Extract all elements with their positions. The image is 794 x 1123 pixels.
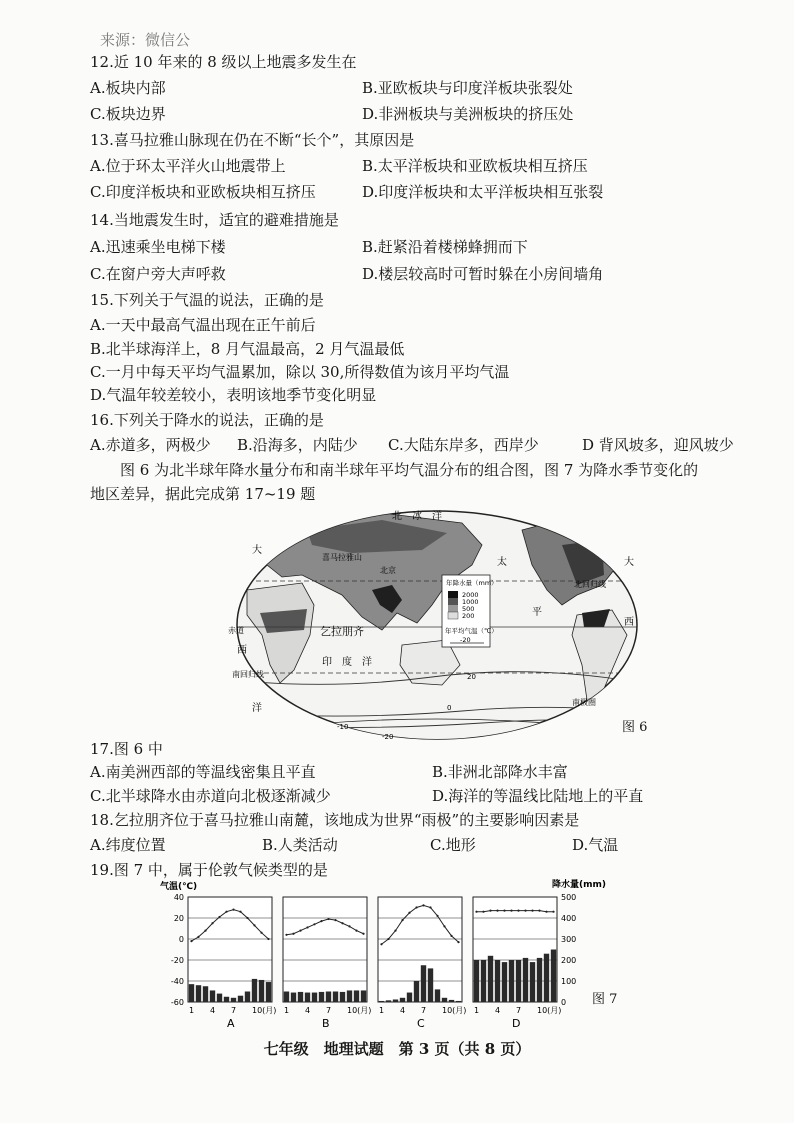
question-15-stem: 15.下列关于气温的说法，正确的是: [90, 291, 324, 309]
label-arctic-ocean: 北 冰 洋: [392, 511, 442, 522]
legend-val-500: 500: [462, 605, 475, 613]
month-tick-label: 10(月): [252, 1006, 277, 1015]
q17-option-a: A.南美洲西部的等温线密集且平直: [90, 763, 316, 781]
temperature-point: [408, 912, 410, 914]
label-indian-ocean: 印 度 洋: [322, 657, 372, 668]
q17-option-c: C.北半球降水由赤道向北极逐渐减少: [90, 787, 331, 805]
temperature-point: [341, 922, 343, 924]
label-pacific-da: 大: [624, 557, 634, 568]
temperature-point: [246, 917, 248, 919]
right-tick-label: 400: [561, 914, 577, 923]
month-tick-label: 7: [231, 1006, 237, 1015]
precip-bar: [326, 992, 331, 1003]
q12-option-d: D.非洲板块与美洲板块的挤压处: [362, 105, 574, 123]
legend-title: 年降水量（mm）: [446, 579, 498, 587]
temperature-point: [510, 910, 512, 912]
precip-bar: [414, 981, 419, 1002]
precip-bar: [530, 962, 535, 1002]
precip-bar: [361, 990, 366, 1002]
header-fragment: 来源：微信公: [100, 31, 191, 49]
legend-val-1000: 1000: [462, 598, 479, 606]
precip-bar: [379, 1001, 384, 1002]
precip-bar: [245, 992, 250, 1003]
q16-option-b: B.沿海多，内陆少: [237, 436, 358, 454]
month-tick-label: 7: [326, 1006, 332, 1015]
precip-bar: [210, 990, 215, 1002]
month-tick-label: 1: [474, 1006, 480, 1015]
label-himalaya: 喜马拉雅山: [322, 553, 362, 562]
temperature-point: [552, 911, 554, 913]
temperature-point: [348, 925, 350, 927]
precip-bar: [252, 979, 257, 1002]
legend-val-2000: 2000: [462, 591, 479, 599]
temperature-point: [197, 936, 199, 938]
label-atlantic-da: 大: [252, 545, 262, 556]
month-tick-label: 10(月): [537, 1006, 562, 1015]
precip-bar: [196, 985, 201, 1002]
label-pacific-tai: 太: [497, 557, 507, 568]
precip-bar: [474, 960, 479, 1002]
isotherm-label-20: 20: [467, 673, 476, 681]
climate-chart-frame: [283, 897, 367, 1002]
month-tick-label: 1: [284, 1006, 290, 1015]
figure-7-climate-charts: [160, 877, 640, 1037]
q15-option-c: C.一月中每天平均气温累加，除以 30,所得数值为该月平均气温: [90, 363, 510, 381]
legend-val-200: 200: [462, 612, 475, 620]
precip-bar: [231, 998, 236, 1002]
month-tick-label: 4: [305, 1006, 311, 1015]
climate-chart-label: B: [322, 1017, 330, 1030]
q18-option-a: A.纬度位置: [90, 836, 166, 854]
temperature-point: [306, 926, 308, 928]
precip-bar: [217, 994, 222, 1002]
temperature-point: [299, 930, 301, 932]
temperature-point: [538, 910, 540, 912]
precip-bar: [509, 960, 514, 1002]
question-18-stem: 18.乞拉朋齐位于喜马拉雅山南麓，该地成为世界“雨极”的主要影响因素是: [90, 811, 580, 829]
temperature-point: [394, 930, 396, 932]
temperature-point: [285, 934, 287, 936]
precip-bar: [319, 992, 324, 1002]
q15-option-b: B.北半球海洋上，8 月气温最高，2 月气温最低: [90, 340, 405, 358]
temperature-point: [260, 932, 262, 934]
right-tick-label: 0: [561, 998, 567, 1007]
label-cherrapunji: 乞拉朋齐: [320, 625, 364, 638]
temperature-point: [327, 918, 329, 920]
precip-bar: [224, 997, 229, 1002]
temperature-point: [517, 910, 519, 912]
temperature-point: [362, 933, 364, 935]
label-equator: 赤道: [228, 626, 244, 635]
month-tick-label: 4: [495, 1006, 501, 1015]
precip-bar: [203, 986, 208, 1002]
q12-option-a: A.板块内部: [90, 79, 166, 97]
page-footer: 七年级 地理试题 第 3 页（共 8 页）: [263, 1040, 531, 1058]
temperature-point: [292, 933, 294, 935]
isotherm-label-0: 0: [447, 704, 452, 712]
temperature-point: [401, 919, 403, 921]
intro-line-1: 图 6 为北半球年降水量分布和南半球年平均气温分布的组合图，图 7 为降水季节变化的: [120, 461, 699, 479]
temperature-point: [267, 938, 269, 940]
label-tropic-south: 南回归线: [232, 670, 264, 679]
right-axis-title: 降水量(mm): [552, 880, 606, 890]
precip-bar: [523, 958, 528, 1002]
precip-bar: [481, 960, 486, 1002]
temperature-point: [482, 911, 484, 913]
left-tick-label: 20: [173, 914, 184, 923]
temperature-point: [313, 923, 315, 925]
temperature-point: [545, 911, 547, 913]
precip-bar: [347, 990, 352, 1002]
precip-bar: [495, 960, 500, 1002]
precip-bar: [259, 980, 264, 1002]
q18-option-b: B.人类活动: [262, 836, 338, 854]
temperature-point: [239, 911, 241, 913]
temperature-point: [524, 910, 526, 912]
q14-option-b: B.赶紧沿着楼梯蜂拥而下: [362, 238, 528, 256]
q18-option-d: D.气温: [572, 836, 619, 854]
q16-option-d: D 背风坡多，迎风坡少: [582, 436, 734, 454]
precip-bar: [421, 965, 426, 1002]
precip-bar: [400, 998, 405, 1002]
temperature-point: [218, 916, 220, 918]
precip-bar: [442, 998, 447, 1002]
month-tick-label: 4: [400, 1006, 406, 1015]
month-tick-label: 4: [210, 1006, 216, 1015]
precip-bar: [537, 958, 542, 1002]
temperature-point: [489, 910, 491, 912]
precip-bar: [305, 993, 310, 1002]
precip-bar: [386, 1000, 391, 1002]
figure-7-caption: 图 7: [592, 992, 618, 1007]
question-12-stem: 12.近 10 年来的 8 级以上地震多发生在: [90, 53, 357, 71]
precip-bar: [291, 993, 296, 1002]
temperature-point: [436, 915, 438, 917]
temperature-point: [475, 911, 477, 913]
temperature-point: [496, 910, 498, 912]
temperature-point: [429, 906, 431, 908]
figure-6-caption: 图 6: [622, 720, 648, 735]
climate-chart-label: A: [227, 1017, 235, 1030]
temperature-point: [387, 938, 389, 940]
precip-bar: [516, 960, 521, 1002]
label-beijing: 北京: [380, 566, 396, 575]
question-19-stem: 19.图 7 中，属于伦敦气候类型的是: [90, 861, 328, 879]
question-17-stem: 17.图 6 中: [90, 740, 163, 758]
left-tick-label: -20: [170, 956, 184, 965]
label-tropic-north: 北回归线: [574, 580, 606, 589]
temperature-point: [334, 919, 336, 921]
precip-bar: [312, 993, 317, 1002]
antarctica-landmass: [232, 719, 642, 745]
precip-bar: [340, 992, 345, 1002]
temperature-point: [232, 909, 234, 911]
precip-bar: [266, 982, 271, 1002]
isotherm-label-minus10: -10: [337, 723, 349, 731]
q17-option-b: B.非洲北部降水丰富: [432, 763, 568, 781]
precip-bar: [449, 1000, 454, 1002]
question-16-stem: 16.下列关于降水的说法，正确的是: [90, 411, 324, 429]
label-west-xi: 西: [237, 645, 247, 656]
legend-temp-val: -20: [460, 636, 471, 644]
month-tick-label: 10(月): [347, 1006, 372, 1015]
right-tick-label: 500: [561, 893, 577, 902]
q13-option-d: D.印度洋板块和太平洋板块相互张裂: [362, 183, 604, 201]
q14-option-c: C.在窗户旁大声呼救: [90, 265, 226, 283]
legend-temp-title: 年平均气温（℃）: [445, 627, 498, 635]
left-tick-label: 0: [178, 935, 184, 944]
right-tick-label: 300: [561, 935, 577, 944]
q13-option-c: C.印度洋板块和亚欧板块相互挤压: [90, 183, 316, 201]
month-tick-label: 7: [516, 1006, 522, 1015]
q15-option-d: D.气温年较差较小，表明该地季节变化明显: [90, 386, 377, 404]
precip-bar: [354, 990, 359, 1002]
precip-bar: [407, 993, 412, 1002]
question-13-stem: 13.喜马拉雅山脉现在仍在不断“长个”，其原因是: [90, 131, 415, 149]
precip-bar: [456, 1001, 461, 1002]
temperature-point: [211, 922, 213, 924]
temperature-point: [457, 941, 459, 943]
q17-option-d: D.海洋的等温线比陆地上的平直: [432, 787, 644, 805]
label-pacific-ping: 平: [532, 607, 542, 618]
q13-option-a: A.位于环太平洋火山地震带上: [90, 157, 286, 175]
q13-option-b: B.太平洋板块和亚欧板块相互挤压: [362, 157, 588, 175]
q12-option-c: C.板块边界: [90, 105, 166, 123]
temperature-point: [450, 935, 452, 937]
precip-bar: [393, 999, 398, 1002]
label-atlantic-xi: 西: [624, 617, 634, 628]
temperature-point: [380, 943, 382, 945]
month-tick-label: 1: [189, 1006, 195, 1015]
temperature-point: [253, 924, 255, 926]
q14-option-a: A.迅速乘坐电梯下楼: [90, 238, 226, 256]
temperature-point: [355, 930, 357, 932]
intro-line-2: 地区差异，据此完成第 17~19 题: [90, 485, 316, 503]
precip-bar: [544, 954, 549, 1002]
month-tick-label: 1: [379, 1006, 385, 1015]
climate-chart-label: C: [417, 1017, 425, 1030]
precip-bar: [238, 996, 243, 1002]
question-14-stem: 14.当地震发生时，适宜的避难措施是: [90, 211, 339, 229]
label-antarctic-circle: 南极圈: [572, 698, 596, 707]
temperature-point: [503, 910, 505, 912]
temperature-point: [204, 930, 206, 932]
precip-bar: [502, 962, 507, 1002]
temperature-point: [443, 925, 445, 927]
month-tick-label: 7: [421, 1006, 427, 1015]
q16-option-a: A.赤道多，两极少: [90, 436, 211, 454]
precip-bar: [551, 950, 556, 1003]
temperature-point: [531, 910, 533, 912]
right-tick-label: 200: [561, 956, 577, 965]
precip-bar: [284, 992, 289, 1003]
left-axis-title: 气温(℃): [160, 882, 198, 892]
left-tick-label: -60: [170, 998, 184, 1007]
precip-bar: [488, 956, 493, 1002]
precip-bar: [428, 968, 433, 1002]
q14-option-d: D.楼层较高时可暂时躲在小房间墙角: [362, 265, 604, 283]
temperature-point: [320, 920, 322, 922]
precip-bar: [189, 984, 194, 1002]
precip-bar: [435, 989, 440, 1002]
temperature-point: [415, 906, 417, 908]
q18-option-c: C.地形: [430, 836, 476, 854]
climate-chart-frame: [378, 897, 462, 1002]
month-tick-label: 10(月): [442, 1006, 467, 1015]
temperature-point: [190, 940, 192, 942]
right-tick-label: 100: [561, 977, 577, 986]
left-tick-label: 40: [173, 893, 184, 902]
precip-bar: [333, 992, 338, 1003]
q16-option-c: C.大陆东岸多，西岸少: [388, 436, 539, 454]
climate-chart-label: D: [512, 1017, 521, 1030]
precip-bar: [298, 992, 303, 1002]
q12-option-b: B.亚欧板块与印度洋板块张裂处: [362, 79, 573, 97]
isotherm-label-minus20: -20: [382, 733, 394, 741]
temperature-point: [225, 911, 227, 913]
label-atlantic-yang: 洋: [252, 703, 262, 714]
left-tick-label: -40: [170, 977, 184, 986]
temperature-point: [422, 904, 424, 906]
figure-6-world-map: [228, 505, 642, 745]
q15-option-a: A.一天中最高气温出现在正午前后: [90, 316, 316, 334]
